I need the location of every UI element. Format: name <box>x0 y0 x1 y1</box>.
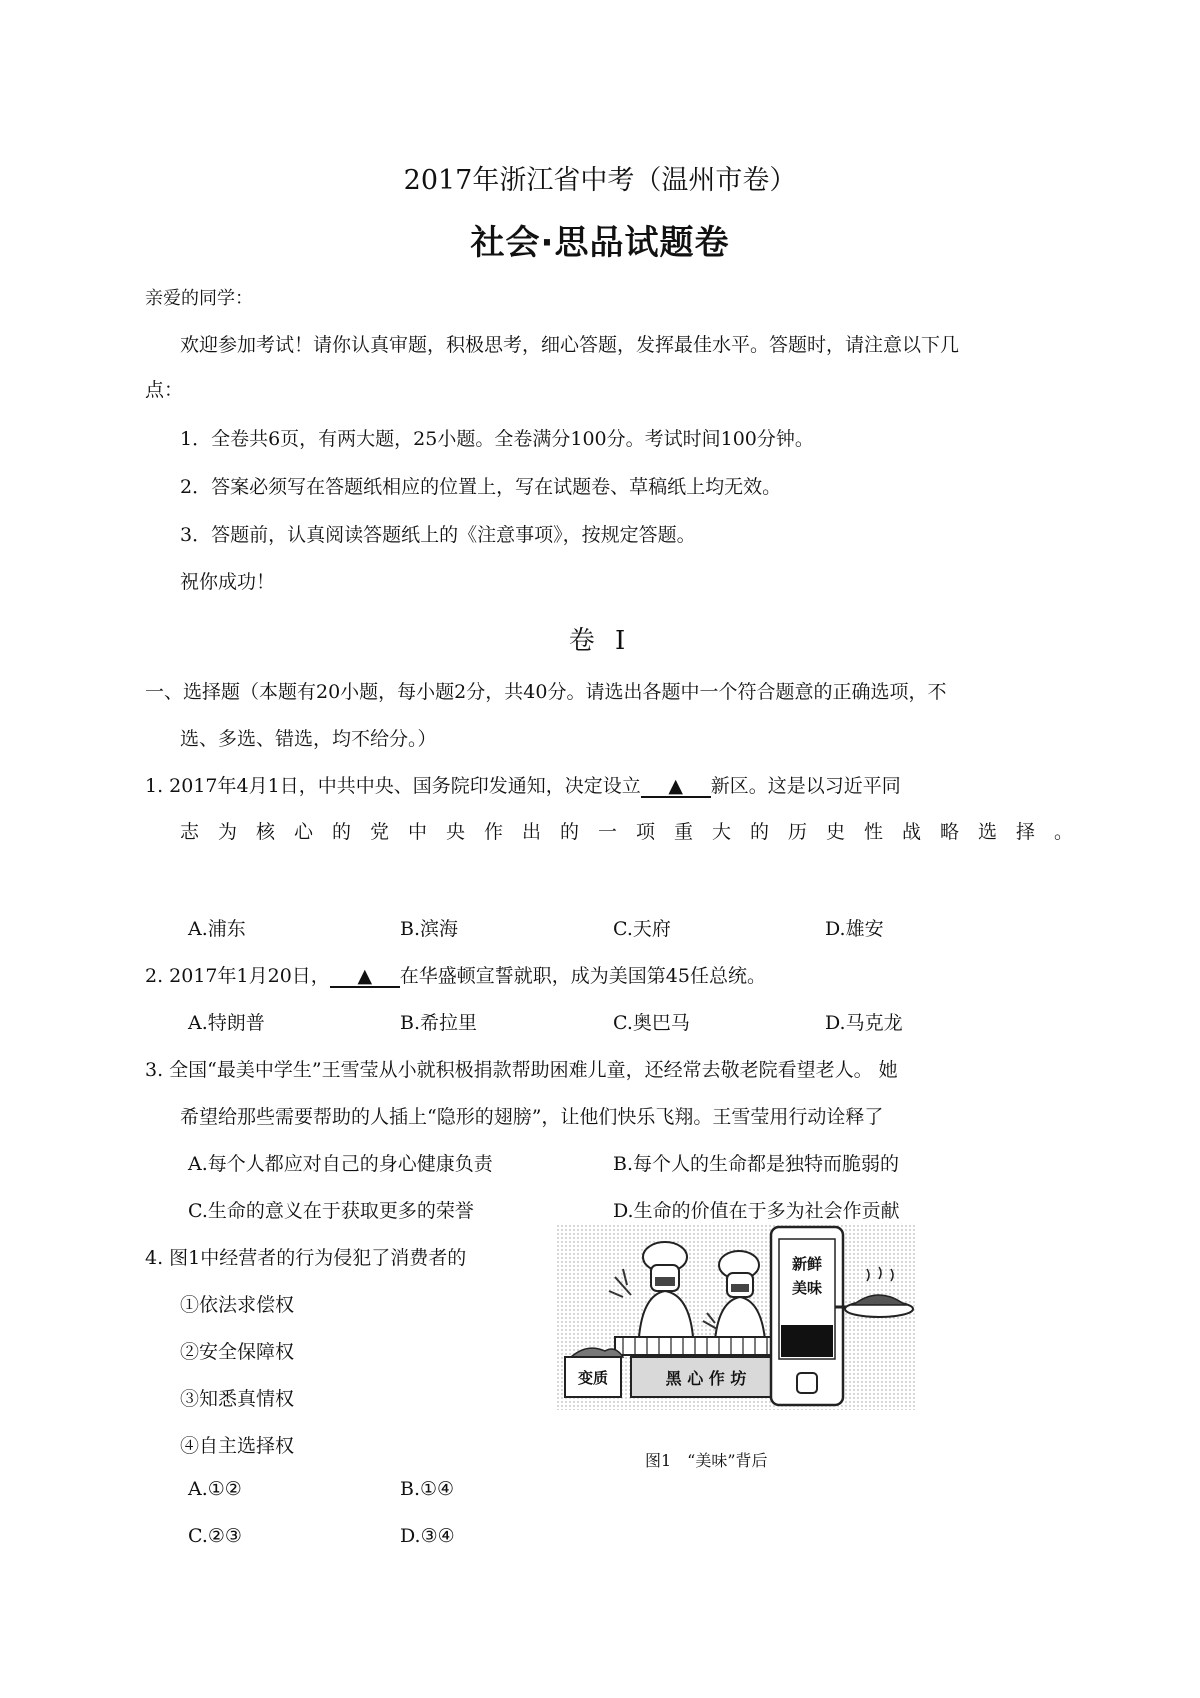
q3-option-b: B.每个人的生命都是独特而脆弱的 <box>613 1153 900 1175</box>
q4-item-2: ②安全保障权 <box>180 1341 295 1363</box>
conveyor-belt <box>615 1337 785 1397</box>
q3-option-d: D.生命的价值在于多为社会作贡献 <box>613 1200 900 1222</box>
box-label: 变质 <box>577 1369 609 1387</box>
q2-option-d: D.马克龙 <box>825 1012 903 1034</box>
q2-stem <box>145 961 766 988</box>
part-instruction-line2: 选、多选、错选，均不给分。） <box>180 728 437 750</box>
q2-option-b: B.希拉里 <box>400 1012 478 1034</box>
q1-answer-blank: ▲ <box>641 777 711 798</box>
q4-item-4: ④自主选择权 <box>180 1435 295 1457</box>
intro-paragraph-line1: 欢迎参加考试！请你认真审题，积极思考，细心答题，发挥最佳水平。答题时，请注意以下几 <box>180 334 960 356</box>
q3-option-a: A.每个人都应对自己的身心健康负责 <box>188 1153 493 1175</box>
q2-answer-blank: ▲ <box>330 967 400 988</box>
note-1: 1．全卷共6页，有两大题，25小题。全卷满分100分。考试时间100分钟。 <box>180 428 814 450</box>
q3-option-c: C.生命的意义在于获取更多的荣誉 <box>188 1200 474 1222</box>
q1-stem-line1 <box>145 771 901 798</box>
q2-option-c: C.奥巴马 <box>613 1012 690 1034</box>
phone-home-button-icon <box>797 1373 817 1393</box>
greeting: 亲爱的同学： <box>145 288 253 309</box>
q1-option-b: B.滨海 <box>400 918 459 940</box>
note-2: 2．答案必须写在答题纸相应的位置上，写在试题卷、草稿纸上均无效。 <box>180 476 782 498</box>
q1-option-a: A.浦东 <box>188 918 246 940</box>
q1-stem-line2: 志为核心的党中央作出的一项重大的历史性战略选择。 <box>180 821 1093 843</box>
intro-paragraph-line2: 点： <box>145 379 184 401</box>
q4-option-c: C.②③ <box>188 1525 242 1547</box>
q4-item-3: ③知悉真情权 <box>180 1388 295 1410</box>
phone-screen <box>771 1227 843 1405</box>
part-instruction-line1: 一、选择题（本题有20小题，每小题2分，共40分。请选出各题中一个符合题意的正确选项，不 <box>145 681 947 703</box>
q1-option-c: C.天府 <box>613 918 671 940</box>
q2-option-a: A.特朗普 <box>188 1012 265 1034</box>
q1-stem-post: 新区。这是以习近平同 <box>710 775 901 797</box>
q4-option-a: A.①② <box>188 1478 242 1500</box>
q2-stem-post: 在华盛顿宣誓就职，成为美国第45任总统。 <box>399 965 766 987</box>
q4-option-d: D.③④ <box>400 1525 455 1547</box>
belt-label: 黑 心 作 坊 <box>665 1369 747 1388</box>
q3-stem-line2: 希望给那些需要帮助的人插上“隐形的翅膀”，让他们快乐飞翔。王雪莹用行动诠释了 <box>180 1106 884 1128</box>
q3-stem-line1: 3. 全国“最美中学生”王雪莹从小就积极捐款帮助困难儿童，还经常去敬老院看望老人。 她 <box>145 1059 898 1081</box>
phone-text-2: 美味 <box>791 1279 823 1297</box>
spoiled-food-box <box>565 1348 623 1397</box>
wish-text: 祝你成功！ <box>180 571 276 593</box>
paper-title: 社会·思品试题卷 <box>470 223 730 263</box>
q4-stem: 4. 图1中经营者的行为侵犯了消费者的 <box>145 1247 467 1269</box>
section-title: 卷 Ⅰ <box>568 626 632 656</box>
note-3: 3．答题前，认真阅读答题纸上的《注意事项》，按规定答题。 <box>180 524 696 546</box>
exam-title: 2017年浙江省中考（温州市卷） <box>403 165 797 196</box>
q1-stem-pre: 1. 2017年4月1日，中共中央、国务院印发通知，决定设立 <box>145 775 641 797</box>
q1-option-d: D.雄安 <box>825 918 884 940</box>
figure-1-cartoon <box>557 1225 917 1410</box>
q4-item-1: ①依法求偿权 <box>180 1294 295 1316</box>
q4-option-b: B.①④ <box>400 1478 455 1500</box>
phone-text-1: 新鲜 <box>791 1255 823 1273</box>
q2-stem-pre: 2. 2017年1月20日， <box>145 965 330 987</box>
figure-caption: 图1 “美味”背后 <box>645 1451 768 1470</box>
